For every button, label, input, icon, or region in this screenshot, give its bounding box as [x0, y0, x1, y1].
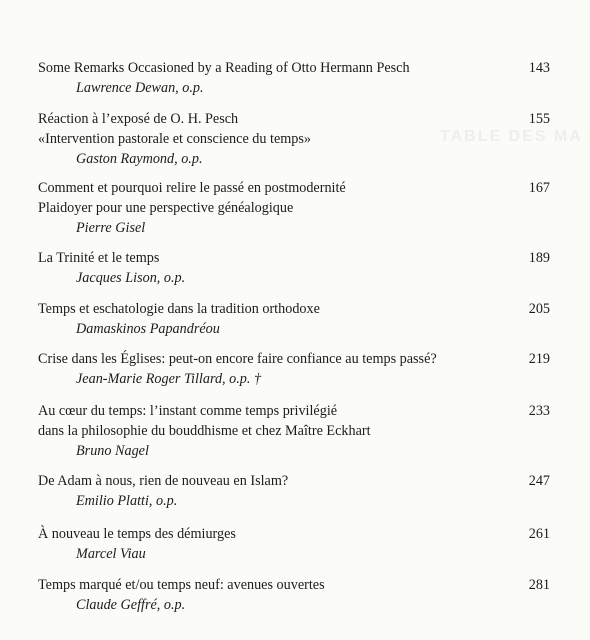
entry-title-line: dans la philosophie du bouddhisme et chez Maître Eckhart — [38, 423, 371, 439]
entry-title-line: «Intervention pastorale et conscience du temps» — [38, 131, 312, 147]
toc-entry — [38, 58, 550, 98]
entry-page-number: 143 — [528, 60, 550, 76]
entry-author: Marcel Viau — [76, 546, 146, 562]
toc-entry — [38, 401, 550, 461]
toc-entry — [38, 299, 550, 339]
entry-author: Jacques Lison, o.p. — [76, 270, 186, 286]
entry-author: Jean-Marie Roger Tillard, o.p. † — [76, 371, 262, 387]
entry-author: Lawrence Dewan, o.p. — [76, 80, 204, 96]
entry-title-line: De Adam à nous, rien de nouveau en Islam? — [38, 473, 289, 489]
toc-entry — [38, 524, 550, 564]
entry-page-number: 167 — [528, 180, 550, 196]
toc-entry — [38, 575, 550, 615]
entry-page-number: 261 — [528, 526, 550, 542]
entry-author: Damaskinos Papandréou — [76, 321, 220, 337]
entry-author: Gaston Raymond, o.p. — [76, 151, 203, 167]
entry-page-number: 155 — [528, 111, 550, 127]
entry-title-line: Comment et pourquoi relire le passé en postmodernité — [38, 180, 346, 196]
entry-author: Emilio Platti, o.p. — [76, 493, 178, 509]
entry-page-number: 247 — [528, 473, 550, 489]
entry-page-number: 189 — [528, 250, 550, 266]
toc-entry — [38, 471, 550, 511]
toc-entry — [38, 109, 550, 169]
entry-author: Pierre Gisel — [76, 220, 146, 236]
entry-title-line: Au cœur du temps: l’instant comme temps privilégié — [38, 403, 338, 419]
toc-entry — [38, 178, 550, 238]
entry-title-line: Temps marqué et/ou temps neuf: avenues ouvertes — [38, 577, 325, 593]
toc-entry — [38, 248, 550, 288]
entry-title-line: Temps et eschatologie dans la tradition orthodoxe — [38, 301, 320, 317]
show-through-heading: TABLE DES MA — [440, 128, 583, 145]
entry-title-line: Plaidoyer pour une perspective généalogique — [38, 200, 294, 216]
entry-page-number: 205 — [528, 301, 550, 317]
entry-title-line: La Trinité et le temps — [38, 250, 160, 266]
entry-page-number: 233 — [528, 403, 550, 419]
entry-author: Bruno Nagel — [76, 443, 149, 459]
entry-author: Claude Geffré, o.p. — [76, 597, 186, 613]
entry-title-line: Réaction à l’exposé de O. H. Pesch — [38, 111, 239, 127]
entry-page-number: 281 — [528, 577, 550, 593]
entry-title-line: Crise dans les Églises: peut-on encore faire confiance au temps passé? — [38, 351, 437, 367]
entry-page-number: 219 — [528, 351, 550, 367]
entry-title-line: Some Remarks Occasioned by a Reading of Otto Hermann Pesch — [38, 60, 410, 76]
entry-title-line: À nouveau le temps des démiurges — [38, 526, 236, 542]
toc-entry — [38, 349, 550, 389]
